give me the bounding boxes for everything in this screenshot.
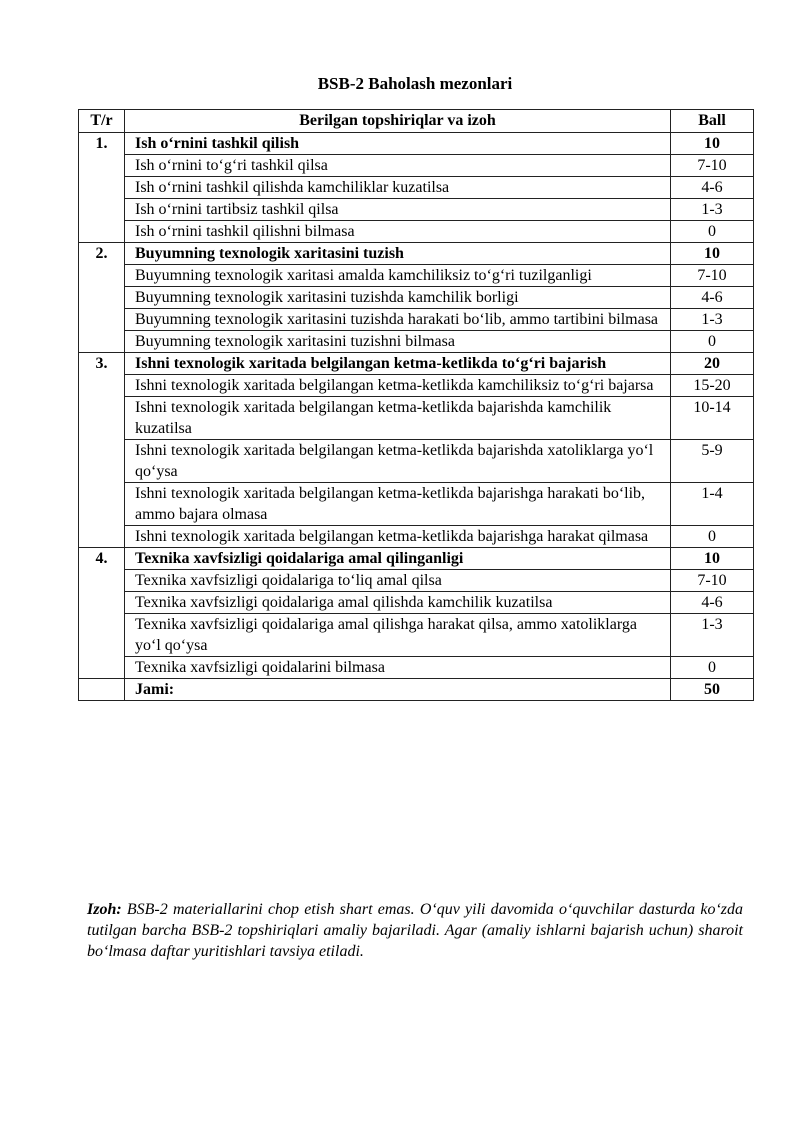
criterion-ball: 7-10 (671, 570, 754, 592)
table-row (79, 440, 754, 483)
criterion-text: Buyumning texnologik xaritasini tuzishda kamchilik borligi (125, 287, 671, 309)
section-number: 4. (79, 548, 125, 679)
criterion-text: Buyumning texnologik xaritasini tuzishni bilmasa (125, 331, 671, 353)
section-number: 3. (79, 353, 125, 548)
table-row (79, 483, 754, 526)
criterion-text: Texnika xavfsizligi qoidalariga amal qilishga harakat qilsa, ammo xatoliklarga yo‘l qo‘ysa (125, 614, 671, 657)
section-title: Buyumning texnologik xaritasini tuzish (125, 243, 671, 265)
section-points: 10 (671, 548, 754, 570)
criterion-text: Texnika xavfsizligi qoidalariga to‘liq amal qilsa (125, 570, 671, 592)
section-title-row (79, 243, 754, 265)
criterion-text: Texnika xavfsizligi qoidalariga amal qilishda kamchilik kuzatilsa (125, 592, 671, 614)
table-row (79, 657, 754, 679)
criterion-text: Ishni texnologik xaritada belgilangan ketma-ketlikda kamchiliksiz to‘g‘ri bajarsa (125, 375, 671, 397)
table-row (79, 287, 754, 309)
table-row (79, 526, 754, 548)
table-row (79, 309, 754, 331)
note-text: BSB-2 materiallarini chop etish shart emas. O‘quv yili davomida o‘quvchilar dasturda ko‘zda tutilgan barcha BSB-2 topshiriqlari amaliy bajariladi. Agar (amaliy ishlarni bajarish uchun) sharoit bo‘lmasa daftar yuritishlari tavsiya etiladi. (87, 901, 743, 960)
criterion-ball: 15-20 (671, 375, 754, 397)
table-row (79, 570, 754, 592)
header-tasks: Berilgan topshiriqlar va izoh (125, 110, 671, 133)
total-label: Jami: (125, 679, 671, 701)
table-row (79, 375, 754, 397)
table-row (79, 177, 754, 199)
section-title-row (79, 548, 754, 570)
note-label: Izoh: (87, 901, 122, 918)
section-points: 10 (671, 133, 754, 155)
criterion-ball: 7-10 (671, 265, 754, 287)
section-title-row (79, 133, 754, 155)
criterion-ball: 0 (671, 657, 754, 679)
criterion-ball: 0 (671, 221, 754, 243)
criterion-ball: 7-10 (671, 155, 754, 177)
table-row (79, 199, 754, 221)
criterion-ball: 4-6 (671, 592, 754, 614)
criterion-text: Ishni texnologik xaritada belgilangan ketma-ketlikda bajarishda xatoliklarga yo‘l qo‘ysa (125, 440, 671, 483)
criterion-text: Ish o‘rnini to‘g‘ri tashkil qilsa (125, 155, 671, 177)
criterion-text: Buyumning texnologik xaritasi amalda kamchiliksiz to‘g‘ri tuzilganligi (125, 265, 671, 287)
table-row (79, 331, 754, 353)
criterion-ball: 1-3 (671, 199, 754, 221)
criterion-text: Ishni texnologik xaritada belgilangan ketma-ketlikda bajarishga harakat qilmasa (125, 526, 671, 548)
criterion-text: Ish o‘rnini tartibsiz tashkil qilsa (125, 199, 671, 221)
header-ball: Ball (671, 110, 754, 133)
section-number: 1. (79, 133, 125, 243)
criterion-text: Ish o‘rnini tashkil qilishni bilmasa (125, 221, 671, 243)
table-header-row (79, 110, 754, 133)
table-row (79, 265, 754, 287)
criteria-table (78, 109, 754, 701)
section-number: 2. (79, 243, 125, 353)
section-title: Ishni texnologik xaritada belgilangan ketma-ketlikda to‘g‘ri bajarish (125, 353, 671, 375)
total-number-cell (79, 679, 125, 701)
criterion-text: Ishni texnologik xaritada belgilangan ketma-ketlikda bajarishda kamchilik kuzatilsa (125, 397, 671, 440)
header-number: T/r (79, 110, 125, 133)
criterion-text: Ish o‘rnini tashkil qilishda kamchiliklar kuzatilsa (125, 177, 671, 199)
section-title: Texnika xavfsizligi qoidalariga amal qilinganligi (125, 548, 671, 570)
criterion-ball: 10-14 (671, 397, 754, 440)
criterion-ball: 1-3 (671, 614, 754, 657)
criterion-ball: 5-9 (671, 440, 754, 483)
page-title: BSB-2 Baholash mezonlari (317, 74, 513, 93)
criterion-ball: 1-3 (671, 309, 754, 331)
total-row (79, 679, 754, 701)
table-row (79, 221, 754, 243)
criterion-ball: 1-4 (671, 483, 754, 526)
criterion-ball: 0 (671, 526, 754, 548)
criterion-ball: 4-6 (671, 177, 754, 199)
table-row (79, 614, 754, 657)
section-title-row (79, 353, 754, 375)
section-title: Ish o‘rnini tashkil qilish (125, 133, 671, 155)
note (87, 899, 743, 962)
total-points: 50 (671, 679, 754, 701)
table-row (79, 155, 754, 177)
criterion-ball: 4-6 (671, 287, 754, 309)
section-points: 10 (671, 243, 754, 265)
criterion-text: Texnika xavfsizligi qoidalarini bilmasa (125, 657, 671, 679)
criterion-text: Ishni texnologik xaritada belgilangan ketma-ketlikda bajarishga harakati bo‘lib, ammo bajara olmasa (125, 483, 671, 526)
table-row (79, 397, 754, 440)
criterion-ball: 0 (671, 331, 754, 353)
section-points: 20 (671, 353, 754, 375)
table-row (79, 592, 754, 614)
criterion-text: Buyumning texnologik xaritasini tuzishda harakati bo‘lib, ammo tartibini bilmasa (125, 309, 671, 331)
